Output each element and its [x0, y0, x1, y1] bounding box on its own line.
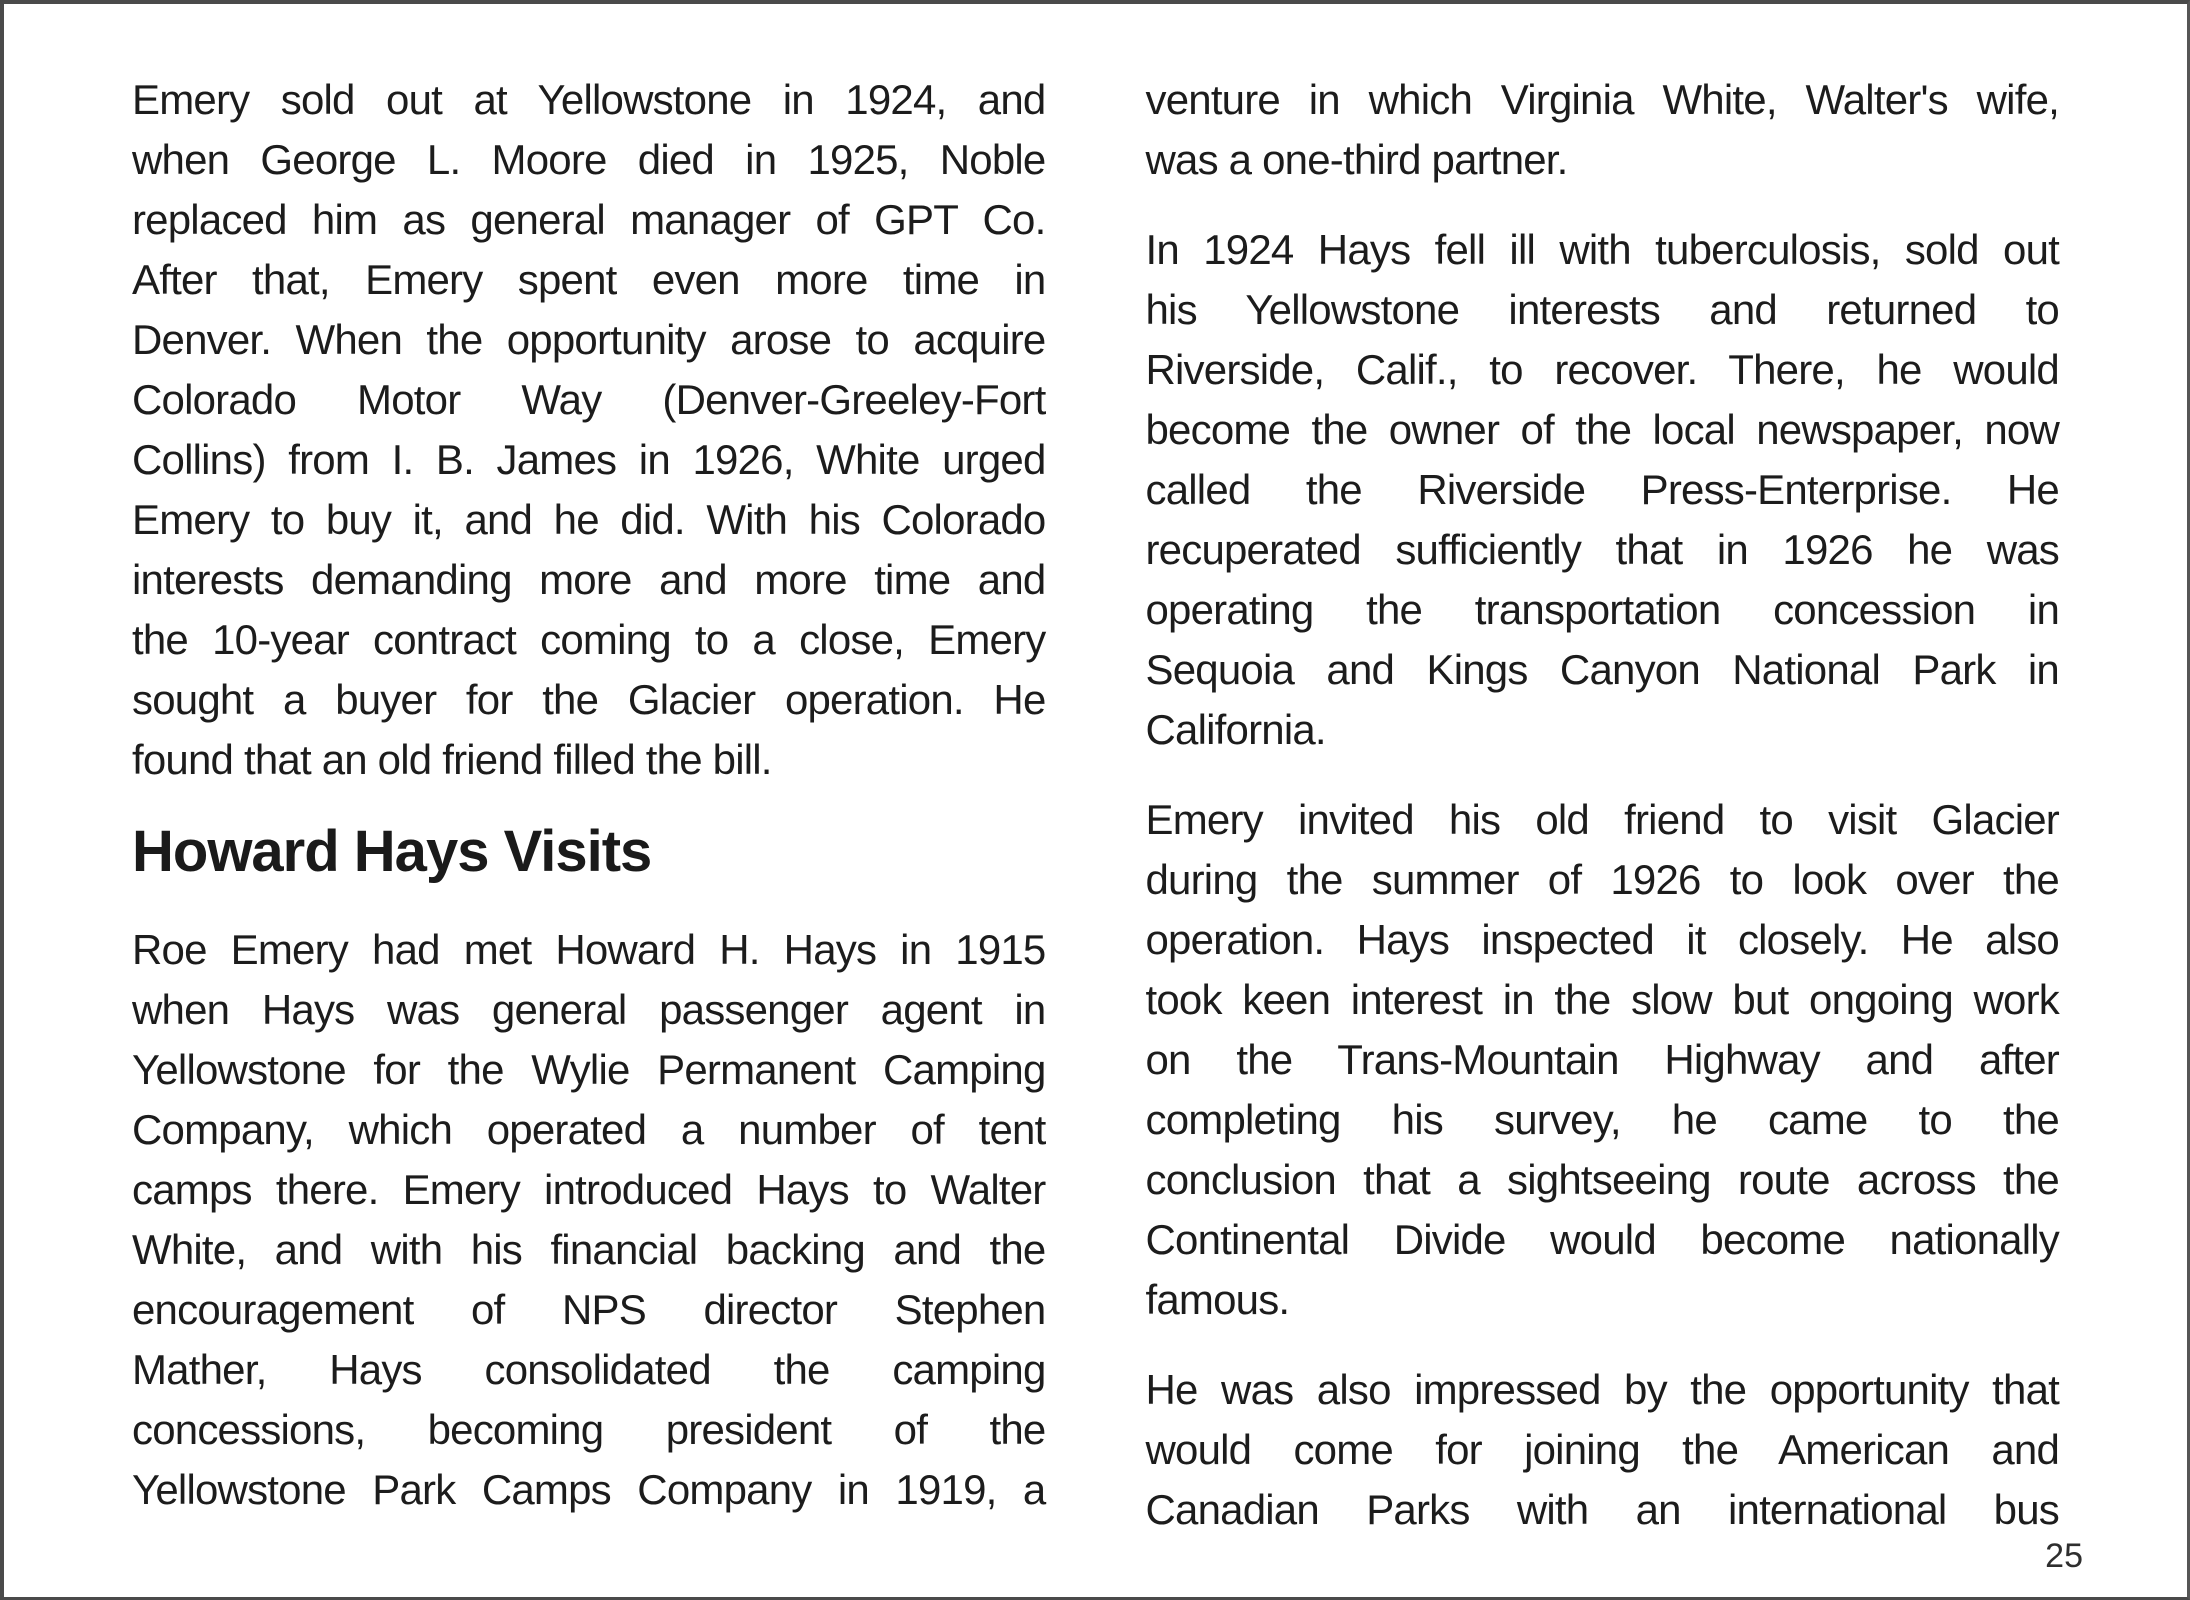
- paragraph: [132, 920, 1046, 1520]
- text-line: camps there. Emery introduced Hays to Walter: [132, 1166, 1046, 1213]
- left-column: [132, 70, 1046, 1570]
- text-line: Emery sold out at Yellowstone in 1924, and: [132, 76, 1046, 123]
- text-line: Riverside, Calif., to recover. There, he would: [1145, 346, 2059, 393]
- text-columns: [132, 70, 2059, 1570]
- text-line: recuperated sufficiently that in 1926 he was: [1145, 526, 2059, 573]
- text-line: Colorado Motor Way (Denver-Greeley-Fort: [132, 376, 1046, 423]
- text-line: was a one-third partner.: [1145, 136, 1568, 183]
- text-line: California.: [1145, 706, 1326, 753]
- text-line: venture in which Virginia White, Walter's wife,: [1145, 76, 2059, 123]
- text-line: White, and with his financial backing and the: [132, 1226, 1046, 1273]
- right-column: [1146, 70, 2060, 1570]
- text-line: After that, Emery spent even more time in: [132, 256, 1046, 303]
- text-line: Collins) from I. B. James in 1926, White urged: [132, 436, 1046, 483]
- text-line: Yellowstone for the Wylie Permanent Camping: [132, 1046, 1046, 1093]
- paragraph: [132, 70, 1046, 790]
- text-line: completing his survey, he came to the: [1145, 1096, 2059, 1143]
- text-line: Denver. When the opportunity arose to acquire: [132, 316, 1046, 363]
- text-line: Mather, Hays consolidated the camping: [132, 1346, 1046, 1393]
- text-line: interests demanding more and more time and: [132, 556, 1046, 603]
- text-line: sought a buyer for the Glacier operation. He: [132, 676, 1046, 723]
- text-line: operation. Hays inspected it closely. He also: [1145, 916, 2059, 963]
- text-line: Sequoia and Kings Canyon National Park in: [1145, 646, 2059, 693]
- text-line: famous.: [1145, 1276, 1290, 1323]
- text-line: concessions, becoming president of the: [132, 1406, 1046, 1453]
- text-line: Continental Divide would become nationally: [1145, 1216, 2059, 1263]
- text-line: found that an old friend filled the bill.: [132, 736, 772, 783]
- text-line: Yellowstone Park Camps Company in 1919, a: [132, 1466, 1046, 1513]
- paragraph: [1146, 220, 2060, 760]
- text-line: Emery to buy it, and he did. With his Colorado: [132, 496, 1046, 543]
- paragraph: [1146, 1360, 2060, 1540]
- paragraph: [1146, 70, 2060, 190]
- text-line: operating the transportation concession in: [1145, 586, 2059, 633]
- text-line: Emery invited his old friend to visit Glacier: [1145, 796, 2059, 843]
- section-heading: Howard Hays Visits: [132, 819, 652, 884]
- text-line: took keen interest in the slow but ongoing work: [1145, 976, 2059, 1023]
- page-number: 25: [2045, 1537, 2083, 1575]
- text-line: during the summer of 1926 to look over the: [1145, 856, 2059, 903]
- text-line: Canadian Parks with an international bus: [1145, 1486, 2059, 1533]
- text-line: conclusion that a sightseeing route across the: [1145, 1156, 2059, 1203]
- text-line: In 1924 Hays fell ill with tuberculosis, sold out: [1145, 226, 2059, 273]
- text-line: become the owner of the local newspaper, now: [1145, 406, 2059, 453]
- text-line: the 10-year contract coming to a close, Emery: [132, 616, 1046, 663]
- text-line: replaced him as general manager of GPT Co.: [132, 196, 1046, 243]
- text-line: called the Riverside Press-Enterprise. He: [1145, 466, 2059, 513]
- text-line: would come for joining the American and: [1145, 1426, 2059, 1473]
- paragraph: [1146, 790, 2060, 1330]
- text-line: when George L. Moore died in 1925, Noble: [132, 136, 1046, 183]
- text-line: his Yellowstone interests and returned to: [1145, 286, 2059, 333]
- text-line: Company, which operated a number of tent: [132, 1106, 1046, 1153]
- text-line: on the Trans-Mountain Highway and after: [1145, 1036, 2059, 1083]
- text-line: He was also impressed by the opportunity that: [1145, 1366, 2059, 1413]
- text-line: when Hays was general passenger agent in: [132, 986, 1046, 1033]
- text-line: encouragement of NPS director Stephen: [132, 1286, 1046, 1333]
- text-line: Roe Emery had met Howard H. Hays in 1915: [132, 926, 1046, 973]
